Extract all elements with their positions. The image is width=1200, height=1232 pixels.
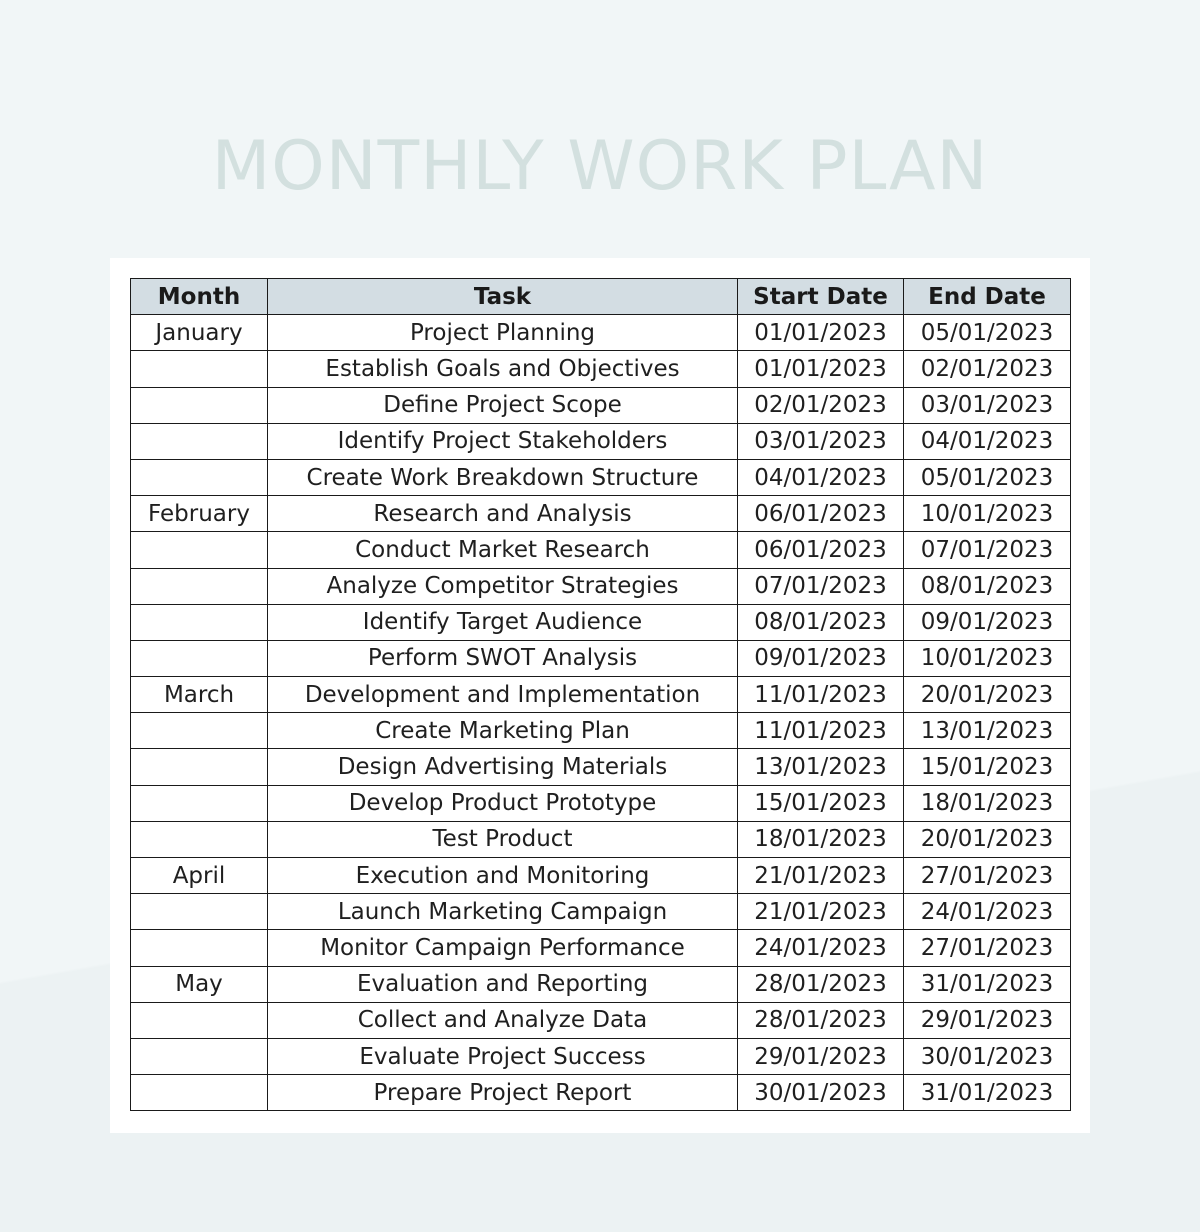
header-end-date: End Date: [904, 279, 1071, 315]
cell-end-date: 30/01/2023: [904, 1038, 1071, 1074]
table-row: [131, 604, 1071, 640]
cell-start-date: 13/01/2023: [738, 749, 904, 785]
cell-month: May: [131, 966, 268, 1002]
cell-start-date: 21/01/2023: [738, 858, 904, 894]
table-row: [131, 640, 1071, 676]
table-row: [131, 351, 1071, 387]
cell-end-date: 10/01/2023: [904, 640, 1071, 676]
cell-end-date: 05/01/2023: [904, 315, 1071, 351]
cell-task: Prepare Project Report: [268, 1075, 738, 1111]
cell-month: [131, 713, 268, 749]
sheet-card: [110, 258, 1090, 1133]
cell-end-date: 07/01/2023: [904, 532, 1071, 568]
cell-end-date: 27/01/2023: [904, 930, 1071, 966]
cell-task: Design Advertising Materials: [268, 749, 738, 785]
cell-end-date: 18/01/2023: [904, 785, 1071, 821]
cell-end-date: 05/01/2023: [904, 459, 1071, 495]
cell-task: Development and Implementation: [268, 677, 738, 713]
cell-start-date: 04/01/2023: [738, 459, 904, 495]
cell-start-date: 02/01/2023: [738, 387, 904, 423]
table-row: [131, 315, 1071, 351]
cell-start-date: 28/01/2023: [738, 966, 904, 1002]
table-row: [131, 858, 1071, 894]
page-title: MONTHLY WORK PLAN: [211, 127, 989, 206]
cell-month: [131, 894, 268, 930]
work-plan-table: [130, 278, 1071, 1111]
table-row: [131, 749, 1071, 785]
cell-end-date: 13/01/2023: [904, 713, 1071, 749]
cell-task: Develop Product Prototype: [268, 785, 738, 821]
cell-task: Monitor Campaign Performance: [268, 930, 738, 966]
cell-start-date: 01/01/2023: [738, 351, 904, 387]
cell-task: Research and Analysis: [268, 496, 738, 532]
table-row: [131, 387, 1071, 423]
cell-end-date: 02/01/2023: [904, 351, 1071, 387]
cell-end-date: 03/01/2023: [904, 387, 1071, 423]
cell-month: [131, 604, 268, 640]
cell-month: [131, 1002, 268, 1038]
cell-month: [131, 1075, 268, 1111]
cell-end-date: 08/01/2023: [904, 568, 1071, 604]
table-row: [131, 423, 1071, 459]
cell-start-date: 06/01/2023: [738, 532, 904, 568]
cell-end-date: 09/01/2023: [904, 604, 1071, 640]
cell-start-date: 09/01/2023: [738, 640, 904, 676]
cell-month: March: [131, 677, 268, 713]
cell-end-date: 24/01/2023: [904, 894, 1071, 930]
table-row: [131, 459, 1071, 495]
cell-start-date: 21/01/2023: [738, 894, 904, 930]
table-row: [131, 1075, 1071, 1111]
table-row: [131, 532, 1071, 568]
cell-month: [131, 1038, 268, 1074]
cell-end-date: 27/01/2023: [904, 858, 1071, 894]
cell-task: Analyze Competitor Strategies: [268, 568, 738, 604]
cell-start-date: 11/01/2023: [738, 713, 904, 749]
cell-task: Create Marketing Plan: [268, 713, 738, 749]
table-row: [131, 966, 1071, 1002]
table-row: [131, 821, 1071, 857]
cell-month: January: [131, 315, 268, 351]
cell-end-date: 29/01/2023: [904, 1002, 1071, 1038]
cell-start-date: 11/01/2023: [738, 677, 904, 713]
cell-end-date: 20/01/2023: [904, 821, 1071, 857]
cell-start-date: 01/01/2023: [738, 315, 904, 351]
cell-end-date: 20/01/2023: [904, 677, 1071, 713]
cell-task: Perform SWOT Analysis: [268, 640, 738, 676]
cell-month: [131, 749, 268, 785]
table-row: [131, 930, 1071, 966]
cell-task: Evaluation and Reporting: [268, 966, 738, 1002]
cell-month: [131, 387, 268, 423]
cell-month: February: [131, 496, 268, 532]
cell-start-date: 28/01/2023: [738, 1002, 904, 1038]
cell-end-date: 31/01/2023: [904, 1075, 1071, 1111]
table-row: [131, 677, 1071, 713]
table-row: [131, 568, 1071, 604]
header-start-date: Start Date: [738, 279, 904, 315]
cell-start-date: 24/01/2023: [738, 930, 904, 966]
cell-start-date: 08/01/2023: [738, 604, 904, 640]
cell-month: [131, 423, 268, 459]
cell-end-date: 15/01/2023: [904, 749, 1071, 785]
cell-start-date: 07/01/2023: [738, 568, 904, 604]
cell-month: [131, 821, 268, 857]
header-task: Task: [268, 279, 738, 315]
table-body: [131, 315, 1071, 1111]
cell-start-date: 03/01/2023: [738, 423, 904, 459]
cell-month: [131, 640, 268, 676]
table-row: [131, 713, 1071, 749]
cell-task: Identify Target Audience: [268, 604, 738, 640]
cell-month: [131, 930, 268, 966]
cell-start-date: 29/01/2023: [738, 1038, 904, 1074]
cell-task: Identify Project Stakeholders: [268, 423, 738, 459]
cell-task: Conduct Market Research: [268, 532, 738, 568]
cell-end-date: 04/01/2023: [904, 423, 1071, 459]
header-row: [131, 279, 1071, 315]
cell-end-date: 10/01/2023: [904, 496, 1071, 532]
cell-month: [131, 568, 268, 604]
cell-month: [131, 532, 268, 568]
table-row: [131, 1002, 1071, 1038]
cell-task: Collect and Analyze Data: [268, 1002, 738, 1038]
cell-start-date: 15/01/2023: [738, 785, 904, 821]
table-row: [131, 894, 1071, 930]
cell-month: [131, 351, 268, 387]
cell-task: Evaluate Project Success: [268, 1038, 738, 1074]
table-row: [131, 785, 1071, 821]
cell-task: Establish Goals and Objectives: [268, 351, 738, 387]
table-row: [131, 1038, 1071, 1074]
cell-task: Test Product: [268, 821, 738, 857]
table-row: [131, 496, 1071, 532]
cell-start-date: 06/01/2023: [738, 496, 904, 532]
cell-start-date: 30/01/2023: [738, 1075, 904, 1111]
cell-month: [131, 785, 268, 821]
header-month: Month: [131, 279, 268, 315]
cell-task: Project Planning: [268, 315, 738, 351]
cell-task: Launch Marketing Campaign: [268, 894, 738, 930]
cell-start-date: 18/01/2023: [738, 821, 904, 857]
cell-task: Define Project Scope: [268, 387, 738, 423]
cell-month: [131, 459, 268, 495]
cell-month: April: [131, 858, 268, 894]
cell-end-date: 31/01/2023: [904, 966, 1071, 1002]
cell-task: Create Work Breakdown Structure: [268, 459, 738, 495]
cell-task: Execution and Monitoring: [268, 858, 738, 894]
